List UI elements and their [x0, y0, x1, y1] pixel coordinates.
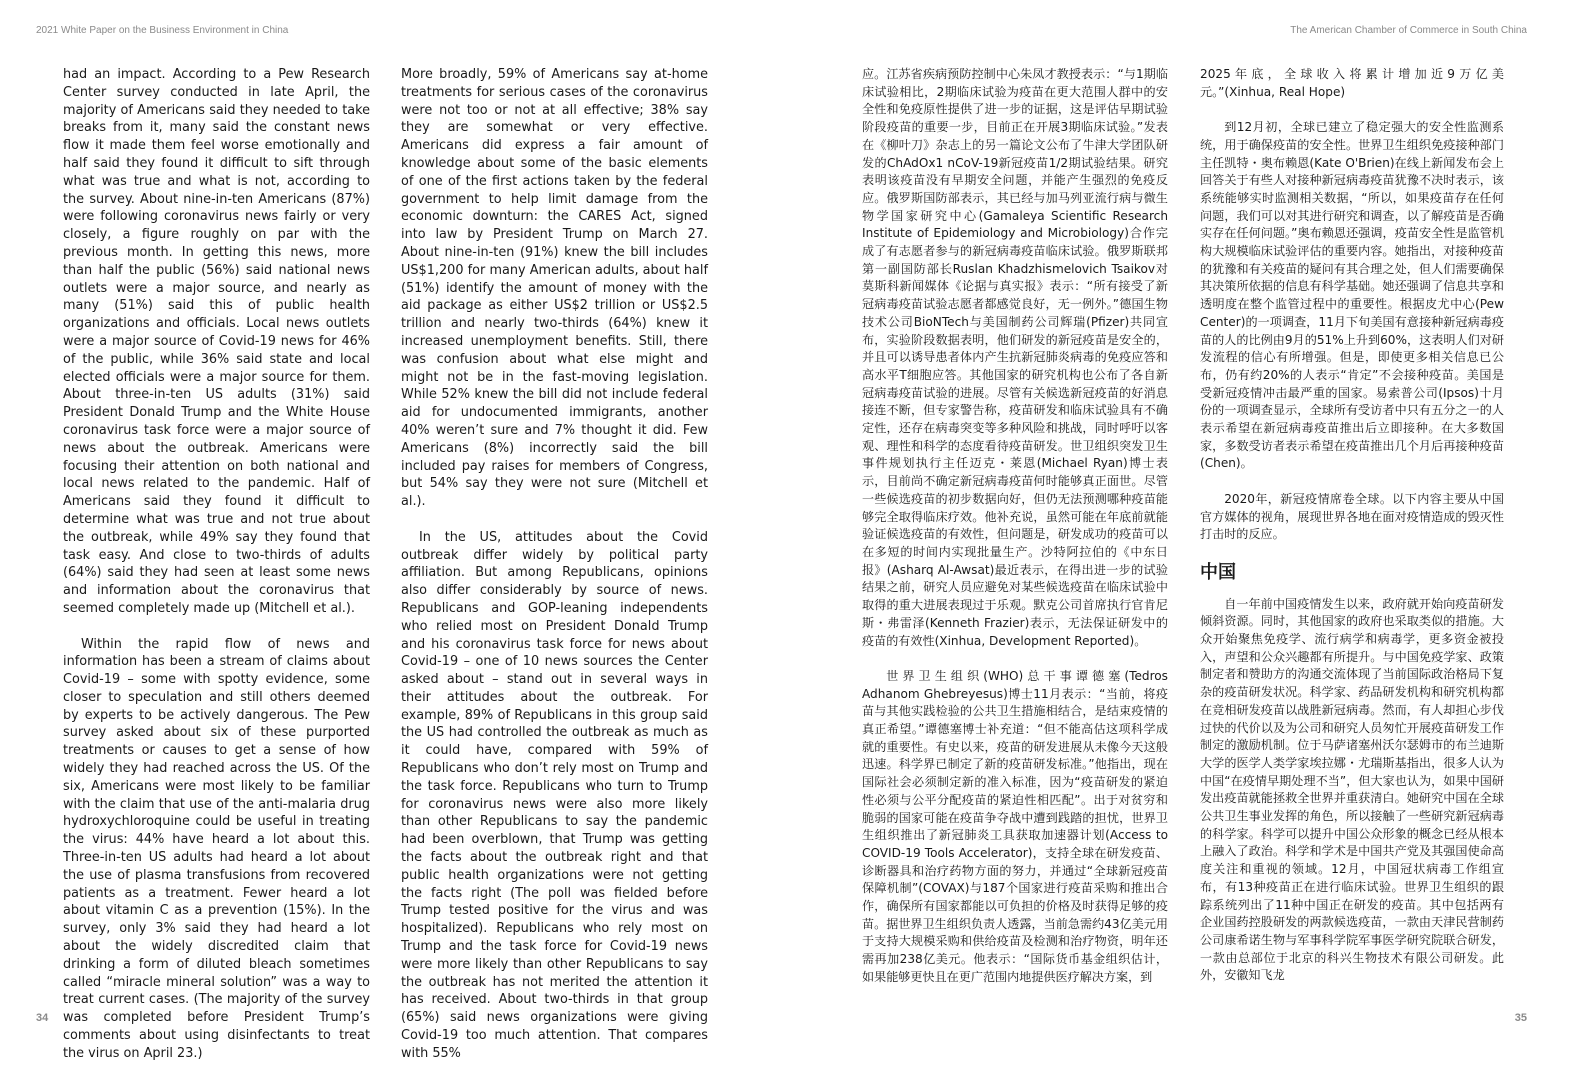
col3-paragraph-1: 应。江苏省疾病预防控制中心朱凤才教授表示：“与1期临床试验相比，2期临床试验为疫苗在更大范围人群中的安全性和免疫原性提供了进一步的证据，这是评估早期试验阶段疫苗的重要一步，目前正在开展3期临床试验。”发表在《柳叶刀》杂志上的另一篇论文公布了牛津大学团队研发的ChAdOx1 nCoV-19新冠疫苗1/2期试验结果。研究表明该疫苗没有早期安全问题，并能产生强烈的免疫反应。俄罗斯国防部表示，其已经与加马列亚流行病与微生物学国家研究中心(Gamaleya Scientific Research Institute of Epidemiology and Microbiology)合作完成了有志愿者参与的新冠病毒疫苗临床试验。俄罗斯联邦第一副国防部长Ruslan Khadzhismelovich Tsaikov对莫斯科新闻媒体《论据与真实报》表示：“所有接受了新冠病毒疫苗试验志愿者都感觉良好，无一例外。”德国生物技术公司BioNTech与美国制药公司辉瑞(Pfizer)共同宣布，实验阶段数据表明，他们研发的新冠疫苗是安全的，并且可以诱导患者体内产生抗新冠肺炎病毒的免疫应答和高水平T细胞应答。其他国家的研究机构也公布了各自新冠病毒疫苗试验的进展。尽管有关候选新冠疫苗的好消息接连不断，但专家警告称，疫苗研发和临床试验具有不确定性，还存在病毒突变等多种风险和挑战，同时呼吁以客观、理性和科学的态度看待疫苗研发。世卫组织突发卫生事件规划执行主任迈克・莱恩(Michael Ryan)博士表示，目前尚不确定新冠病毒疫苗何时能够真正面世。尽管一些候选疫苗的初步数据向好，但仍无法预测哪种疫苗能够完全取得临床疗效。他补充说，虽然可能在年底前就能验证候选疫苗的有效性，但问题是，研发成功的疫苗可以在多短的时间内实现批量生产。沙特阿拉伯的《中东日报》(Asharq Al-Awsat)最近表示，在得出进一步的试验结果之前，研究人员应避免对某些候选疫苗在临床试验中取得的重大进展表现过于乐观。默克公司首席执行官肯尼斯・弗雷泽(Kenneth Frazier)表示，无法保证研发中的疫苗的有效性(Xinhua, Development Reported)。 [862, 67, 1168, 648]
col3-paragraph-2: 世界卫生组织(WHO)总干事谭德塞(Tedros Adhanom Ghebreyesus)博士11月表示：“当前，将疫苗与其他实践检验的公共卫生措施相结合，是结束疫情的真正希望。”谭德塞博士补充道：“但不能高估这项科学成就的重要性。有史以来，疫苗的研发进展从未像今天这般迅速。科学界已制定了新的疫苗研发标准。”他指出，现在国际社会必须制定新的准入标准，因为“疫苗研发的紧迫性必须与公平分配疫苗的紧迫性相匹配”。出于对贫穷和脆弱的国家可能在疫苗争夺战中遭到践踏的担忧，世界卫生组织推出了新冠肺炎工具获取加速器计划(Access to COVID-19 Tools Accelerator)，支持全球在研发疫苗、诊断器具和治疗药物方面的努力，并通过“全球新冠疫苗保障机制”(COVAX)与187个国家进行疫苗采购和推出合作，确保所有国家都能以可负担的价格及时获得足够的疫苗。据世界卫生组织负责人透露，当前急需约43亿美元用于支持大规模采购和供给疫苗及检测和治疗物资，明年还需再加238亿美元。他表示：“国际货币基金组织估计，如果能够更快且在更广范围内地提供医疗解决方案，到 [862, 668, 1168, 984]
section-heading-china: 中国 [1200, 561, 1236, 583]
header-right-title: The American Chamber of Commerce in South China [1290, 25, 1527, 36]
page-number-left: 34 [36, 1012, 49, 1024]
col4-paragraph-2: 到12月初，全球已建立了稳定强大的安全性监测系统，用于确保疫苗的安全性。世界卫生组织免疫接种部门主任凯特・奥布赖恩(Kate O'Brien)在线上新闻发布会上回答关于有些人对接种新冠病毒疫苗犹豫不决时表示，该系统能够实时监测相关数据，“所以，如果疫苗存在任何问题，我们可以对其进行研究和调查，以了解疫苗是否确实存在任何问题。”奥布赖恩还强调，疫苗安全性是监管机构大规模临床试验评估的重要内容。她指出，对接种疫苗的犹豫和有关疫苗的疑问有其合理之处，但人们需要确保其决策所依据的信息有科学基础。她还强调了信息共享和透明度在整个监管过程中的重要性。根据皮尤中心(Pew Center)的一项调查，11月下旬美国有意接种新冠病毒疫苗的人的比例由9月的51%上升到60%，这表明人们对研发流程的信心有所增强。但是，即使更多相关信息已公布，仍有约20%的人表示“肯定”不会接种疫苗。美国是受新冠疫情冲击最严重的国家。易索普公司(Ipsos)十月份的一项调查显示，全球所有受访者中只有五分之一的人表示希望在新冠病毒疫苗推出后立即接种。在大多数国家，多数受访者表示希望在疫苗推出几个月后再接种疫苗(Chen)。 [1200, 120, 1504, 471]
column-3 [862, 66, 1168, 1004]
column-2 [401, 66, 708, 1080]
col4-paragraph-1: 2025年底，全球收入将累计增加近9万亿美元。”(Xinhua, Real Hope) [1200, 67, 1504, 99]
col2-paragraph-1: More broadly, 59% of Americans say at-home treatments for serious cases of the coronavirus were not too or not at all effective; 38% say they are somewhat or very effective. Americans did express a fair amount of knowledge about some of the basic elements of one of the first actions taken by the federal government to help limit damage from the economic downturn: the CARES Act, signed into law by President Trump on March 27. About nine-in-ten (91%) knew the bill includes US$1,200 for many American adults, about half (51%) identify the amount of money with the aid package as either US$2 trillion or US$2.5 trillion and nearly two-thirds (64%) knew it increased unemployment benefits. Still, there was confusion about what else might and might not be in the fast-moving legislation. While 52% knew the bill did not include federal aid for undocumented immigrants, another 40% weren’t sure and 7% thought it did. Few Americans (8%) incorrectly said the bill included pay raises for members of Congress, but 54% say they were not sure (Mitchell et al.). [401, 67, 708, 510]
page-number-right: 35 [1514, 1012, 1527, 1024]
col1-paragraph-2: Within the rapid flow of news and information has been a stream of claims about Covid-19 – some with spotty evidence, some closer to speculation and still others deemed by experts to be actively dangerous. The Pew survey asked about six of these purported treatments or causes to get a sense of how widely they had reached across the US. Of the six, Americans were most likely to be familiar with the claim that use of the anti-malaria drug hydroxychloroquine could be useful in treating the virus: 44% have heard a lot about this. Three-in-ten US adults had heard a lot about the use of plasma transfusions from recovered patients as a treatment. Fewer heard a lot about vitamin C as a prevention (15%). In the survey, only 3% said they had heard a lot about the widely discredited claim that drinking a form of diluted bleach sometimes called “miracle mineral solution” was a way to treat current cases. (The majority of the survey was completed before President Trump’s comments about using disinfectants to treat the virus on April 23.) [63, 636, 370, 1061]
column-1 [63, 66, 370, 1080]
col4-paragraph-4: 自一年前中国疫情发生以来，政府就开始向疫苗研发倾斜资源。同时，其他国家的政府也采取类似的措施。大众开始聚焦免疫学、流行病学和病毒学，更多资金被投入，声望和公众兴趣都有所提升。与中国免疫学家、政策制定者和赞助方的沟通交流体现了当前国际政治格局下复杂的疫苗研发状况。科学家、药品研发机构和研究机构都在竞相研发疫苗以战胜新冠病毒。然而，有人却担心步伐过快的代价以及为公司和研究人员匆忙开展疫苗研发工作制定的激励机制。位于马萨诸塞州沃尔瑟姆市的布兰迪斯大学的医学人类学家埃拉娜・尤瑞斯基指出，很多人认为中国“在疫情早期处理不当”，但大家也认为，如果中国研发出疫苗就能拯救全世界并重获清白。她研究中国在全球公共卫生事业发挥的角色，所以接触了一些研究新冠病毒的科学家。科学可以提升中国公众形象的概念已经从根本上融入了政治。科学和学术是中国共产党及其强国使命高度关注和重视的领域。12月，中国冠状病毒工作组宣布，有13种疫苗正在进行临床试验。世界卫生组织的跟踪系统列出了11种中国正在研发的疫苗。其中包括两有企业国药控股研发的两款候选疫苗，一款由天津民营制药公司康希诺生物与军事科学院军事医学研究院联合研发，一款由总部位于北京的科兴生物技术有限公司研发。此外，安徽知飞龙 [1200, 596, 1504, 983]
col4-paragraph-3: 2020年，新冠疫情席卷全球。以下内容主要从中国官方媒体的视角，展现世界各地在面对疫情造成的毁灭性打击时的反应。 [1200, 491, 1504, 542]
header-left-title: 2021 White Paper on the Business Environment in China [36, 25, 289, 36]
column-4 [1200, 66, 1504, 1003]
col1-paragraph-1: had an impact. According to a Pew Research Center survey conducted in late April, the majority of Americans said they needed to take breaks from it, many said the constant news flow it made them feel worse emotionally and half said they found it difficult to sift through what was true and what is not, according to the survey. About nine-in-ten Americans (87%) were following coronavirus news fairly or very closely, a figure roughly on par with the previous month. In getting this news, more than half the public (56%) said national news outlets were a major source, and nearly as many (51%) said this of public health organizations and officials. Local news outlets were a major source of Covid-19 news for 46% of the public, while 36% said state and local elected officials were a major source for them. About three-in-ten US adults (31%) said President Donald Trump and the White House coronavirus task force were a major source of news about the outbreak. Americans were focusing their attention on both national and local news related to the pandemic. Half of Americans said they found it difficult to determine what was true and not true about the outbreak, while 49% say they found that task easy. And close to two-thirds of adults (64%) said they had seen at least some news and information about the coronavirus that seemed completely made up (Mitchell et al.). [63, 67, 370, 616]
col2-paragraph-2: In the US, attitudes about the Covid outbreak differ widely by political party affiliation. But among Republicans, opinions also differ considerably by source of news. Republicans and GOP-leaning independents who relied most on President Donald Trump and his coronavirus task force for news about Covid-19 – one of 10 news sources the Center asked about – stand out in several ways in their attitudes about the outbreak. For example, 89% of Republicans in this group said the US had controlled the outbreak as much as it could have, compared with 59% of Republicans who don’t rely most on Trump and the task force. Republicans who turn to Trump for coronavirus news were also more likely than other Republicans to say the pandemic had been overblown, that Trump was getting the facts about the outbreak right and that public health organizations were not getting the facts right (The poll was fielded before Trump tested positive for the virus and was hospitalized). Republicans who rely most on Trump and the task force for Covid-19 news were more likely than other Republicans to say the outbreak has not merited the attention it has received. About two-thirds in that group (65%) said news organizations were giving Covid-19 too much attention. That compares with 55% [401, 529, 708, 1061]
